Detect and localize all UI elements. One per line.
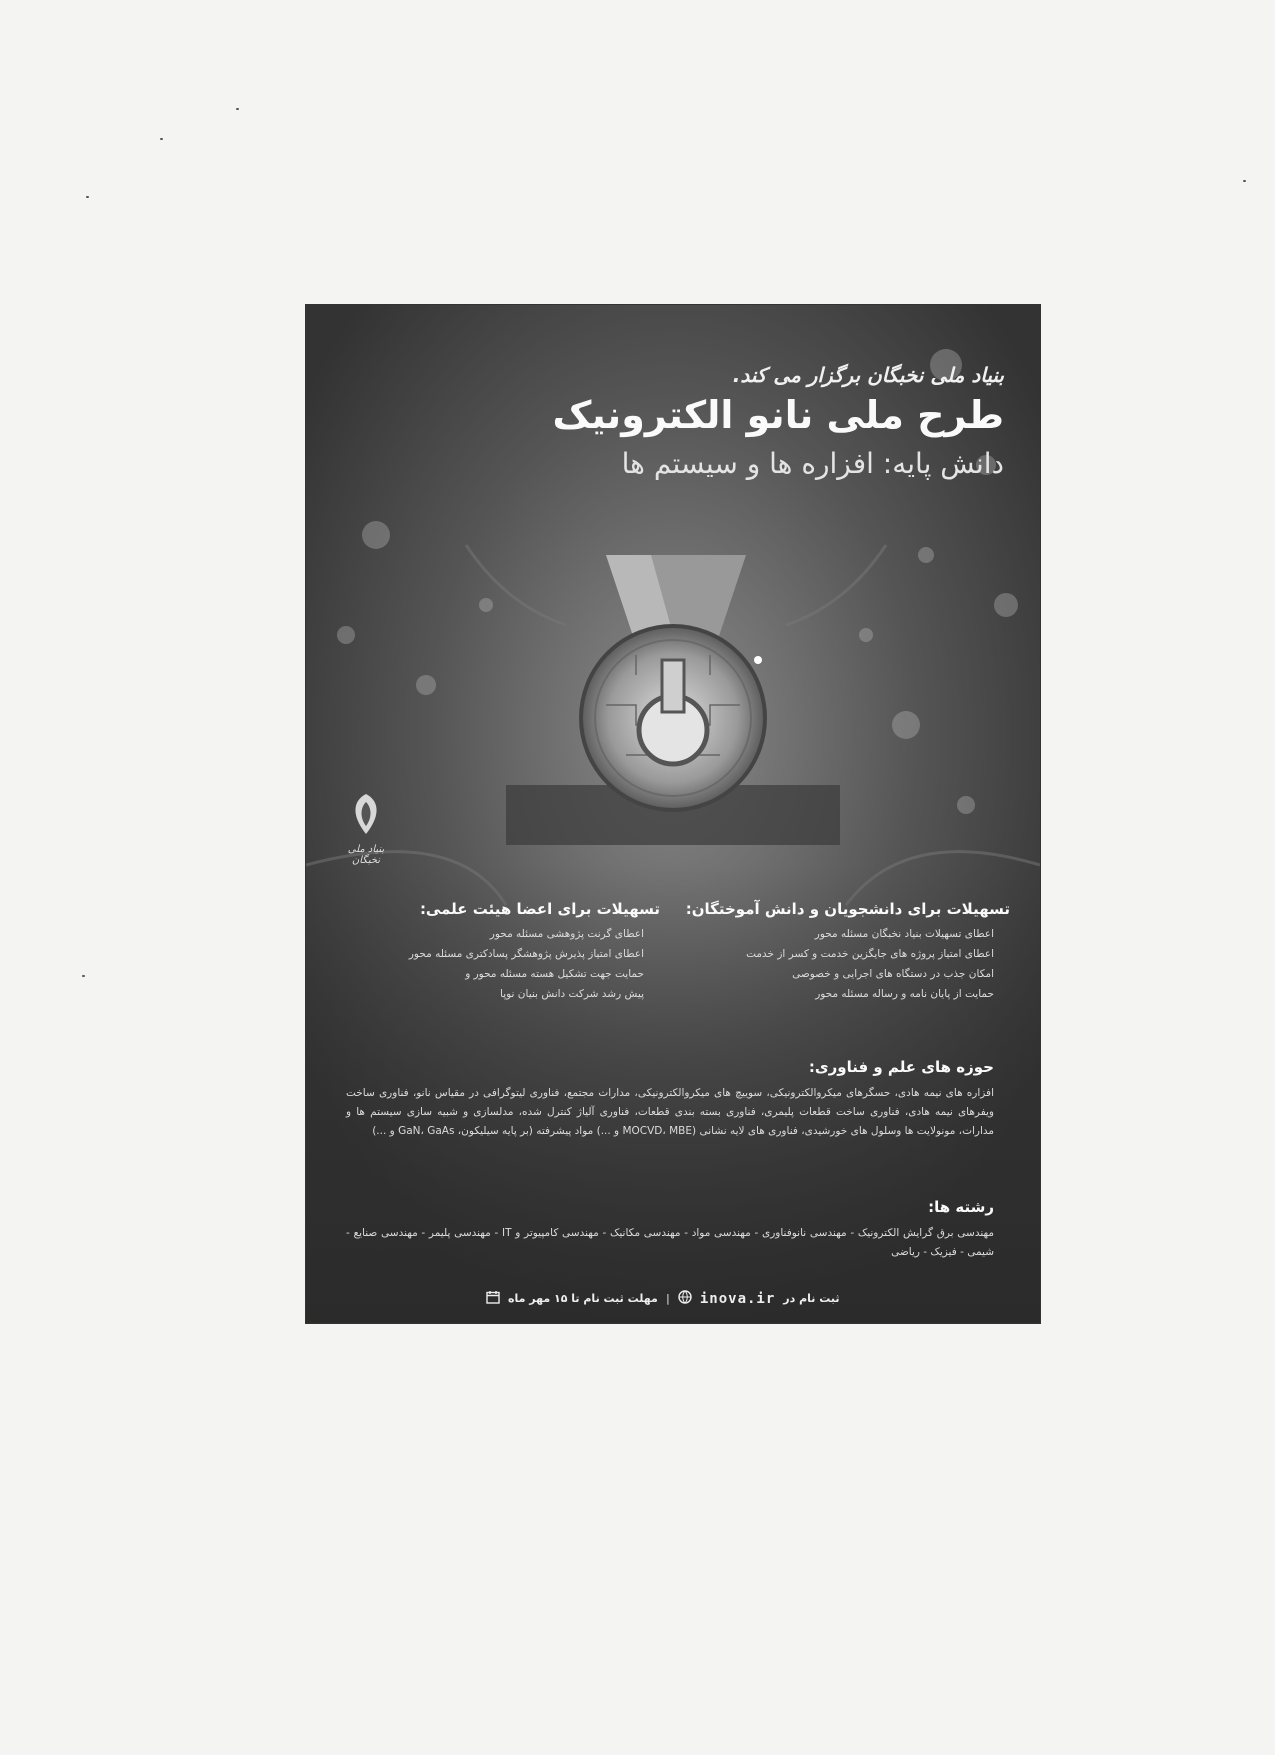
poster (306, 305, 1040, 1323)
list-item: ● حمایت از پایان نامه و رساله مسئله محور (680, 984, 994, 1004)
poster-header (404, 363, 1004, 480)
poster-subtitle: دانش پایه: افزاره ها و سیستم ها (621, 446, 1004, 480)
students-heading: تسهیلات برای دانشجویان و دانش آموختگان: (685, 900, 1010, 918)
faculty-heading: تسهیلات برای اعضا هیئت علمی: (419, 900, 660, 918)
foundation-emblem-icon (346, 790, 386, 838)
majors-section (346, 1198, 994, 1262)
list-item: ● امکان جذب در دستگاه های اجرایی و خصوصی (680, 964, 994, 984)
faculty-facilities (330, 900, 660, 1004)
calendar-icon (486, 1290, 500, 1307)
scan-speck (86, 196, 89, 198)
deadline-text: مهلت ثبت نام تا ۱۵ مهر ماه (508, 1292, 658, 1305)
organizer-line: بنیاد ملی نخبگان برگزار می کند. (732, 363, 1004, 387)
logo-text: بنیاد ملی نخبگان (347, 844, 385, 866)
list-item: ● اعطای گرنت پژوهشی مسئله محور (330, 924, 644, 944)
globe-icon (678, 1290, 692, 1307)
list-item: پیش رشد شرکت دانش بنیان نوپا (500, 988, 644, 1000)
poster-title: طرح ملی نانو الکترونیک (552, 393, 1004, 437)
scan-speck (1243, 180, 1246, 182)
list-item: ● اعطای امتیاز پذیرش پژوهشگر پسادکتری مسئله محور (330, 944, 644, 964)
majors-text: مهندسی برق گرایش الکترونیک - مهندسی نانوفناوری - مهندسی مواد - مهندسی مکانیک - مهندسی کامپیوتر و IT - مهندسی پلیمر - مهندسی صنایع - شیمی - فیزیک - ریاضی (346, 1227, 994, 1258)
facilities-section (330, 900, 1010, 1020)
students-list (680, 924, 1010, 1004)
scan-speck (160, 138, 163, 140)
list-item: ● اعطای امتیاز پروژه های جایگزین خدمت و کسر از خدمت (680, 944, 994, 964)
science-fields-section (346, 1058, 994, 1141)
foundation-logo (334, 790, 398, 880)
list-item: ● اعطای تسهیلات بنیاد نخبگان مسئله محور (680, 924, 994, 944)
faculty-list (330, 924, 660, 1004)
registration-footer (486, 1290, 950, 1307)
list-item: ● حمایت جهت تشکیل هسته مسئله محور و (330, 964, 644, 984)
register-label: ثبت نام در (783, 1292, 840, 1305)
fields-heading: حوزه های علم و فناوری: (808, 1058, 994, 1076)
students-facilities (680, 900, 1010, 1004)
website-link[interactable]: inova.ir (699, 1290, 776, 1307)
fields-text: افزاره های نیمه هادی، حسگرهای میکروالکترونیکی، سوییچ های میکروالکترونیکی، مدارات مجتمع، فناوری لیتوگرافی در مقیاس نانو، فناوری ساخت ویفرهای نیمه هادی، فناوری ساخت قطعات پلیمری، فناوری بسته بندی قطعات، فناوری آلیاژ کنترل شده، مدلسازی و شبیه سازی سیستم ها و مدارات، مونولایت ها وسلول های خورشیدی، فناوری های لایه نشانی (MOCVD، MBE و ...) مواد پیشرفته (بر پایه سیلیکون، GaN، GaAs و ...) (346, 1087, 994, 1137)
scan-speck (236, 108, 239, 110)
majors-heading: رشته ها: (928, 1198, 994, 1216)
scan-speck (82, 975, 85, 977)
separator: | (665, 1292, 670, 1305)
